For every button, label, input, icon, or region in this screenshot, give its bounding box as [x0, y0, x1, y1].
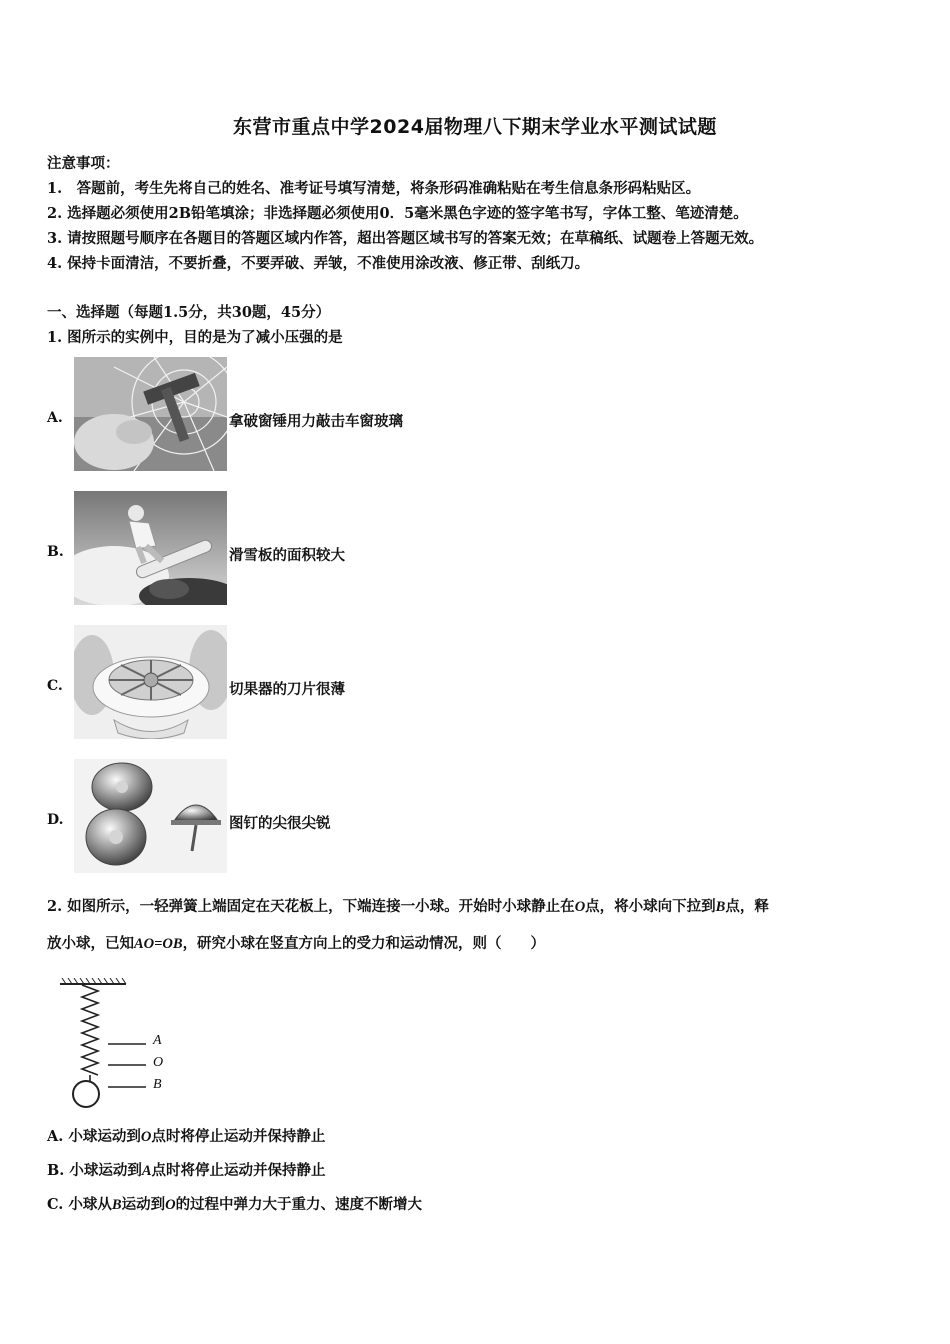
q1-option-d-text: 图钉的尖很尖锐 [229, 815, 331, 832]
glass-hammer-image [74, 357, 227, 471]
option-text: 小球从 [68, 1196, 112, 1213]
option-var: O [165, 1197, 176, 1213]
q2-text: 2. 如图所示，一轻弹簧上端固定在天花板上，下端连接一小球。开始时小球静止在 [47, 898, 575, 915]
option-text: 点时将停止运动并保持静止 [151, 1128, 326, 1145]
page-title: 东营市重点中学2024届物理八下期末学业水平测试试题 [233, 116, 717, 138]
question-2-stem-line2 [47, 932, 545, 953]
fruit-cutter-image [74, 625, 227, 739]
q2-text: ，研究小球在竖直方向上的受力和运动情况，则（ ） [182, 935, 546, 952]
spring-diagram [58, 978, 178, 1108]
notice-item: 1. 答题前，考生先将自己的姓名、准考证号填写清楚，将条形码准确粘贴在考生信息条形码粘贴区。 [47, 180, 701, 197]
notice-heading: 注意事项： [47, 155, 120, 172]
q1-option-c-letter: C. [47, 678, 63, 694]
q2-option-c [47, 1193, 422, 1214]
var-b: B [715, 899, 726, 915]
option-letter: C. [47, 1196, 64, 1213]
q2-option-a [47, 1125, 325, 1146]
notice-item: 2. 选择题必须使用2B铅笔填涂；非选择题必须使用0．5毫米黑色字迹的签字笔书写，字体工整、笔迹清楚。 [47, 205, 748, 222]
q1-option-d-letter: D. [47, 812, 64, 828]
relation: AO=OB [134, 936, 183, 952]
option-text: 运动到 [121, 1196, 166, 1213]
option-var: A [141, 1163, 152, 1179]
q1-option-a-letter: A. [47, 410, 63, 426]
q2-text: 放小球，已知 [47, 935, 134, 952]
label-o: O [153, 1055, 164, 1070]
option-var: B [111, 1197, 122, 1213]
question-1-stem: 1. 图所示的实例中，目的是为了减小压强的是 [47, 329, 343, 346]
option-letter: A. [47, 1128, 64, 1145]
question-2-stem-line1 [47, 895, 769, 916]
snowboarder-image [74, 491, 227, 605]
q2-option-b [47, 1159, 326, 1180]
label-a: A [153, 1033, 162, 1048]
q1-option-a-text: 拿破窗锤用力敲击车窗玻璃 [229, 413, 403, 430]
thumbtacks-image [74, 759, 227, 873]
option-text: 的过程中弹力大于重力、速度不断增大 [175, 1196, 423, 1213]
var-o: O [574, 899, 586, 915]
q1-option-b-text: 滑雪板的面积较大 [229, 547, 345, 564]
option-text: 点时将停止运动并保持静止 [151, 1162, 326, 1179]
notice-item: 3. 请按照题号顺序在各题目的答题区域内作答，超出答题区域书写的答案无效；在草稿纸、试题卷上答题无效。 [47, 230, 764, 247]
q2-text: 点，释 [725, 898, 769, 915]
section-heading: 一、选择题（每题1.5分，共30题，45分） [47, 304, 331, 321]
option-text: 小球运动到 [68, 1128, 141, 1145]
q1-option-c-text: 切果器的刀片很薄 [229, 681, 345, 698]
notice-item: 4. 保持卡面清洁，不要折叠，不要弄破、弄皱，不准使用涂改液、修正带、刮纸刀。 [47, 255, 590, 272]
q2-text: 点，将小球向下拉到 [585, 898, 716, 915]
q1-option-b-letter: B. [47, 544, 64, 560]
option-var: O [140, 1129, 152, 1145]
option-text: 小球运动到 [69, 1162, 142, 1179]
option-letter: B. [47, 1162, 65, 1179]
label-b: B [153, 1077, 162, 1092]
